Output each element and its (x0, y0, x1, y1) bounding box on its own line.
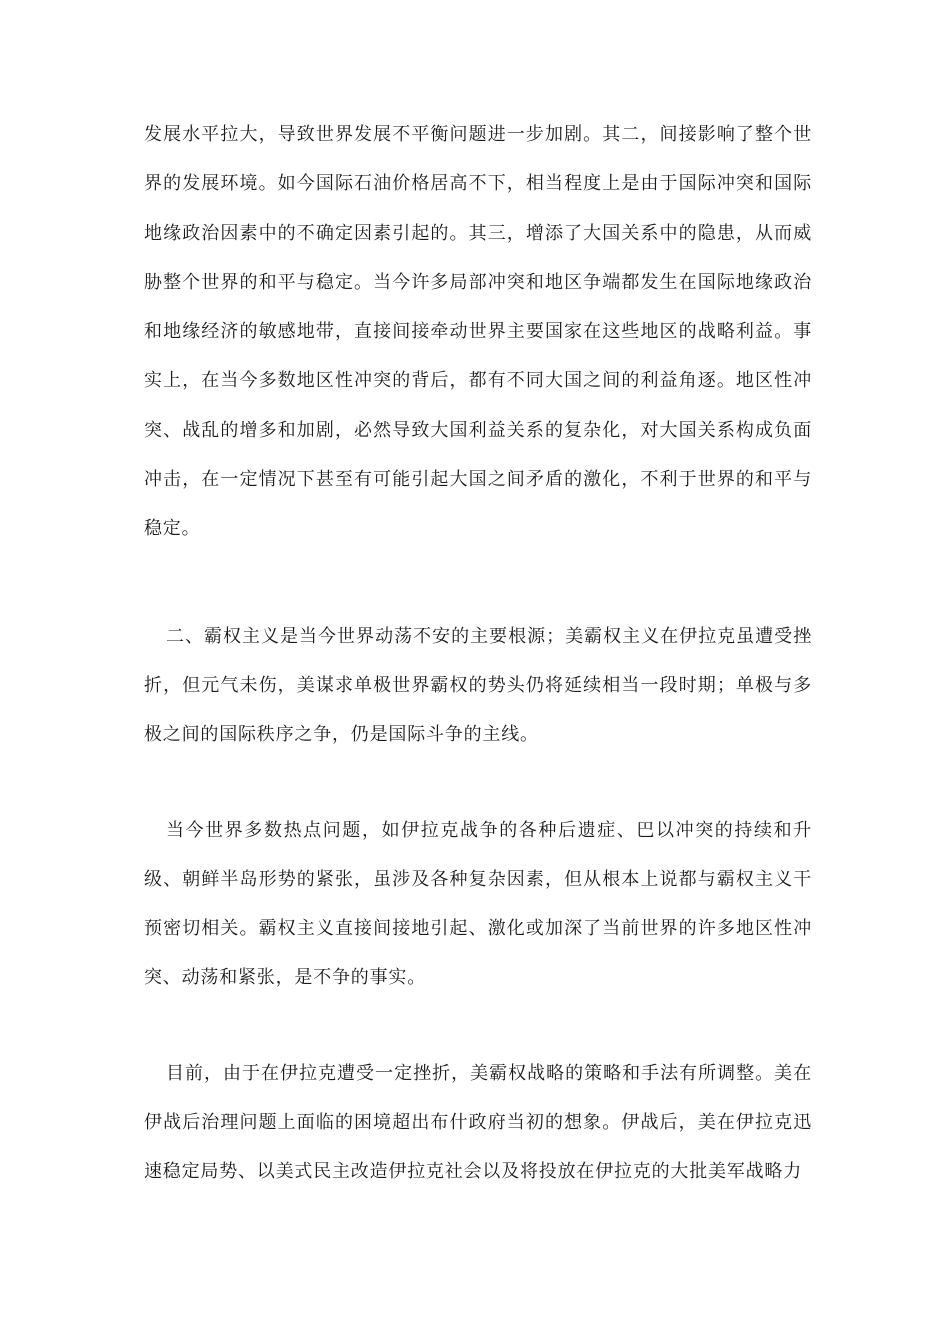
paragraph-2-heading: 二、霸权主义是当今世界动荡不安的主要根源；美霸权主义在伊拉克虽遭受挫折，但元气未伤，美谋求单极世界霸权的势头仍将延续相当一段时期；单极与多极之间的国际秩序之争，仍是国际斗争的主线。 (144, 625, 812, 746)
document-page (144, 110, 812, 1197)
paragraph-3: 当今世界多数热点问题，如伊拉克战争的各种后遗症、巴以冲突的持续和升级、朝鲜半岛形势的紧张，虽涉及各种复杂因素，但从根本上说都与霸权主义干预密切相关。霸权主义直接间接地引起、激化或加深了当前世界的许多地区性冲突、动荡和紧张，是不争的事实。 (144, 819, 812, 989)
paragraph-1: 发展水平拉大，导致世界发展不平衡问题进一步加剧。其二，间接影响了整个世界的发展环境。如今国际石油价格居高不下，相当程度上是由于国际冲突和国际地缘政治因素中的不确定因素引起的。其三，增添了大国关系中的隐患，从而威胁整个世界的和平与稳定。当今许多局部冲突和地区争端都发生在国际地缘政治和地缘经济的敏感地带，直接间接牵动世界主要国家在这些地区的战略利益。事实上，在当今多数地区性冲突的背后，都有不同大国之间的利益角逐。地区性冲突、战乱的增多和加剧，必然导致大国利益关系的复杂化，对大国关系构成负面冲击，在一定情况下甚至有可能引起大国之间矛盾的激化，不利于世界的和平与稳定。 (144, 124, 812, 540)
paragraph-4: 目前，由于在伊拉克遭受一定挫折，美霸权战略的策略和手法有所调整。美在伊战后治理问题上面临的困境超出布什政府当初的想象。伊战后，美在伊拉克迅速稳定局势、以美式民主改造伊拉克社会以及将投放在伊拉克的大批美军战略力 (144, 1062, 812, 1183)
